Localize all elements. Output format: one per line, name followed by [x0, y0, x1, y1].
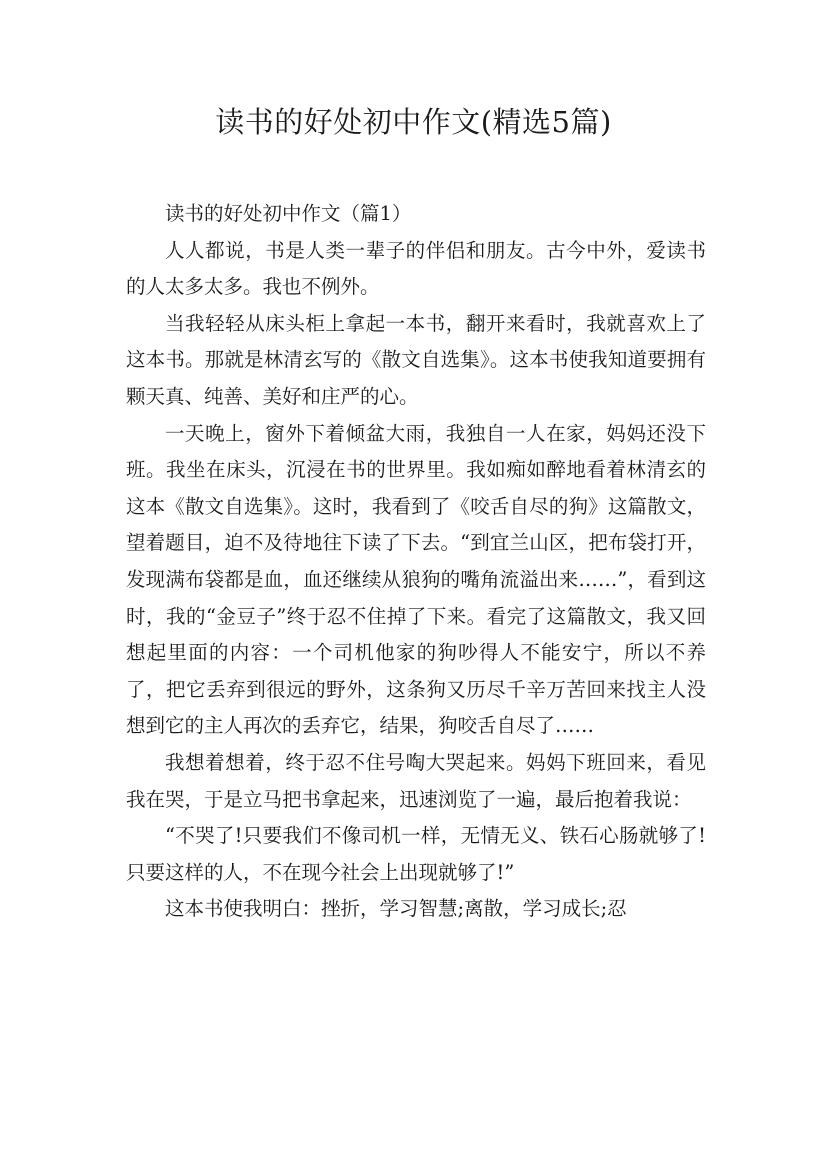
- paragraph: 一天晚上，窗外下着倾盆大雨，我独自一人在家，妈妈还没下班。我坐在床头，沉浸在书的世界里。我如痴如醉地看着林清玄的这本《散文自选集》。这时，我看到了《咬舌自尽的狗》这篇散文，望着题目，迫不及待地往下读了下去。“到宜兰山区，把布袋打开，发现满布袋都是血，血还继续从狼狗的嘴角流溢出来……”，看到这时，我的“金豆子”终于忍不住掉了下来。看完了这篇散文，我又回想起里面的内容：一个司机他家的狗吵得人不能安宁，所以不养了，把它丢弃到很远的野外，这条狗又历尽千辛万苦回来找主人没想到它的主人再次的丢弃它，结果，狗咬舌自尽了……: [126, 421, 706, 738]
- document-body: [126, 196, 706, 928]
- document-title: 读书的好处初中作文(精选5篇): [215, 105, 612, 139]
- paragraph: 人人都说，书是人类一辈子的伴侣和朋友。古今中外，爱读书的人太多太多。我也不例外。: [126, 238, 706, 299]
- quote-paragraph: “不哭了!只要我们不像司机一样，无情无义、铁石心肠就够了!只要这样的人，不在现今社会上出现就够了!”: [126, 824, 706, 884]
- section-heading: 读书的好处初中作文（篇1）: [165, 202, 412, 225]
- paragraph: 我想着想着，终于忍不住号啕大哭起来。妈妈下班回来，看见我在哭，于是立马把书拿起来，迅速浏览了一遍，最后抱着我说：: [126, 750, 706, 811]
- paragraph: 当我轻轻从床头柜上拿起一本书，翻开来看时，我就喜欢上了这本书。那就是林清玄写的《散文自选集》。这本书使我知道要拥有颗天真、纯善、美好和庄严的心。: [126, 311, 706, 408]
- paragraph: 这本书使我明白：挫折，学习智慧;离散，学习成长;忍: [165, 897, 627, 921]
